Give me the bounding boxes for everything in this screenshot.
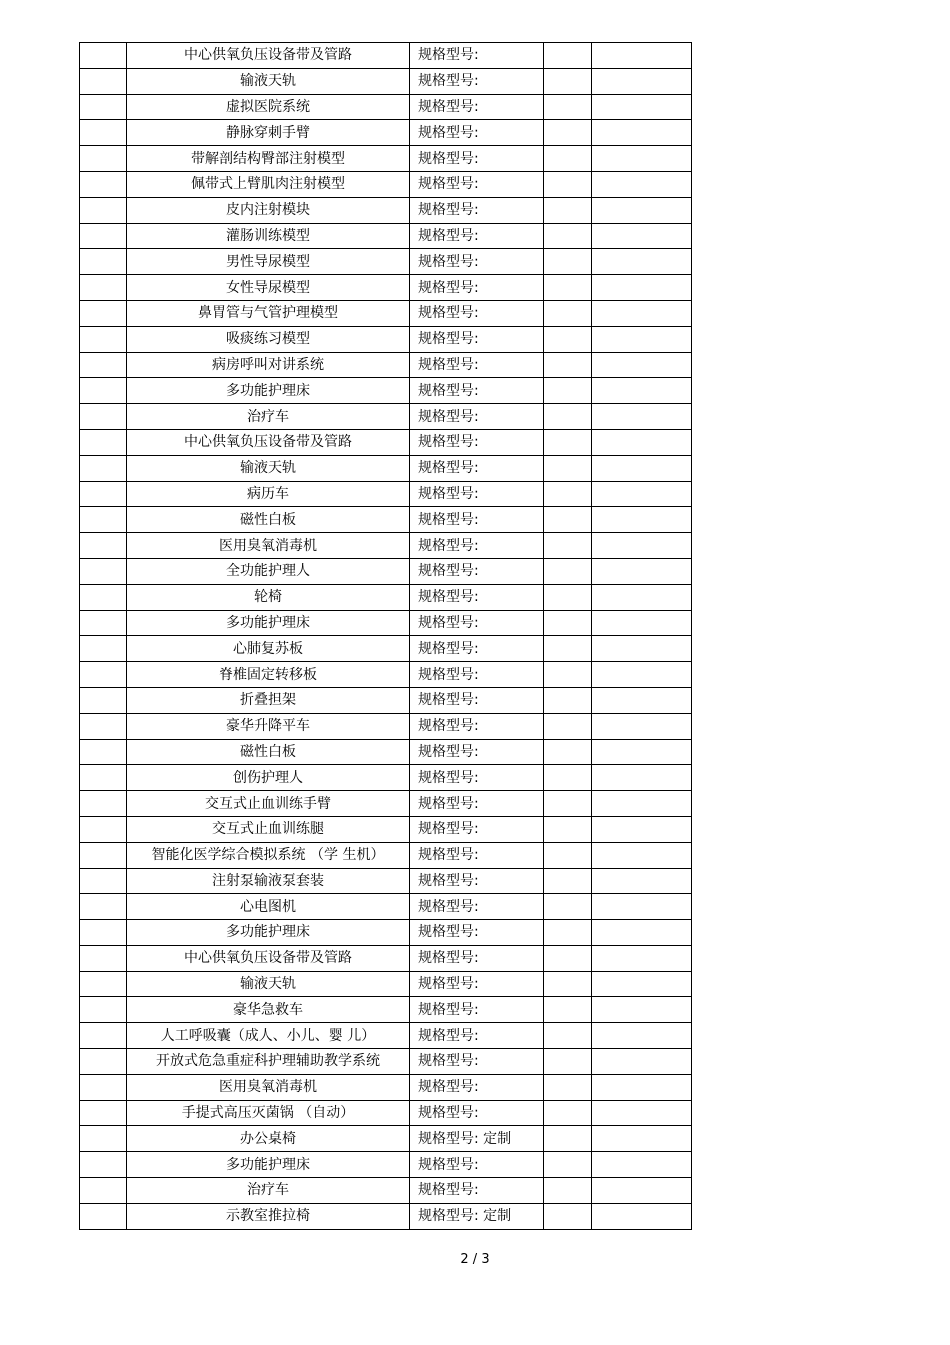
spec-cell: 规格型号: 定制 <box>410 1126 544 1152</box>
quantity-cell <box>544 971 592 997</box>
quantity-cell <box>544 584 592 610</box>
index-cell <box>80 378 127 404</box>
table-row <box>80 1178 692 1204</box>
item-name-cell: 示教室推拉椅 <box>127 1203 410 1229</box>
quantity-cell <box>544 1049 592 1075</box>
note-cell <box>592 1049 692 1075</box>
note-cell <box>592 765 692 791</box>
note-cell <box>592 558 692 584</box>
spec-cell: 规格型号: <box>410 868 544 894</box>
table-row <box>80 868 692 894</box>
spec-cell: 规格型号: <box>410 481 544 507</box>
note-cell <box>592 1074 692 1100</box>
spec-cell: 规格型号: <box>410 1100 544 1126</box>
spec-cell: 规格型号: <box>410 429 544 455</box>
quantity-cell <box>544 636 592 662</box>
note-cell <box>592 1023 692 1049</box>
spec-cell: 规格型号: <box>410 507 544 533</box>
index-cell <box>80 43 127 69</box>
quantity-cell <box>544 842 592 868</box>
equipment-table <box>79 42 692 1230</box>
quantity-cell <box>544 404 592 430</box>
note-cell <box>592 584 692 610</box>
spec-cell: 规格型号: <box>410 1178 544 1204</box>
note-cell <box>592 507 692 533</box>
quantity-cell <box>544 94 592 120</box>
page-number: 2 / 3 <box>460 1252 490 1267</box>
index-cell <box>80 971 127 997</box>
quantity-cell <box>544 610 592 636</box>
quantity-cell <box>544 455 592 481</box>
quantity-cell <box>544 352 592 378</box>
item-name-cell: 注射泵输液泵套装 <box>127 868 410 894</box>
spec-cell: 规格型号: <box>410 610 544 636</box>
item-name-cell: 磁性白板 <box>127 739 410 765</box>
note-cell <box>592 275 692 301</box>
note-cell <box>592 1178 692 1204</box>
item-name-cell: 女性导尿模型 <box>127 275 410 301</box>
quantity-cell <box>544 1203 592 1229</box>
index-cell <box>80 249 127 275</box>
index-cell <box>80 816 127 842</box>
item-name-cell: 佩带式上臂肌肉注射模型 <box>127 171 410 197</box>
spec-cell: 规格型号: <box>410 558 544 584</box>
item-name-cell: 智能化医学综合模拟系统 （学 生机） <box>127 842 410 868</box>
quantity-cell <box>544 223 592 249</box>
index-cell <box>80 197 127 223</box>
table-row <box>80 429 692 455</box>
index-cell <box>80 533 127 559</box>
table-row <box>80 300 692 326</box>
index-cell <box>80 1152 127 1178</box>
index-cell <box>80 945 127 971</box>
table-row <box>80 378 692 404</box>
table-row <box>80 146 692 172</box>
quantity-cell <box>544 945 592 971</box>
index-cell <box>80 455 127 481</box>
item-name-cell: 虚拟医院系统 <box>127 94 410 120</box>
note-cell <box>592 1152 692 1178</box>
item-name-cell: 折叠担架 <box>127 687 410 713</box>
item-name-cell: 创伤护理人 <box>127 765 410 791</box>
item-name-cell: 皮内注射模块 <box>127 197 410 223</box>
quantity-cell <box>544 43 592 69</box>
index-cell <box>80 1023 127 1049</box>
item-name-cell: 输液天轨 <box>127 971 410 997</box>
note-cell <box>592 713 692 739</box>
spec-cell: 规格型号: <box>410 223 544 249</box>
index-cell <box>80 765 127 791</box>
spec-cell: 规格型号: <box>410 146 544 172</box>
quantity-cell <box>544 713 592 739</box>
item-name-cell: 轮椅 <box>127 584 410 610</box>
item-name-cell: 多功能护理床 <box>127 920 410 946</box>
note-cell <box>592 481 692 507</box>
table-row <box>80 533 692 559</box>
table-row <box>80 223 692 249</box>
table-row <box>80 920 692 946</box>
index-cell <box>80 404 127 430</box>
index-cell <box>80 300 127 326</box>
item-name-cell: 开放式危急重症科护理辅助教学系统 <box>127 1049 410 1075</box>
table-row <box>80 507 692 533</box>
quantity-cell <box>544 1023 592 1049</box>
item-name-cell: 输液天轨 <box>127 68 410 94</box>
item-name-cell: 多功能护理床 <box>127 378 410 404</box>
quantity-cell <box>544 275 592 301</box>
index-cell <box>80 275 127 301</box>
spec-cell: 规格型号: <box>410 455 544 481</box>
spec-cell: 规格型号: <box>410 197 544 223</box>
quantity-cell <box>544 378 592 404</box>
item-name-cell: 手提式高压灭菌锅 （自动） <box>127 1100 410 1126</box>
table-row <box>80 249 692 275</box>
note-cell <box>592 816 692 842</box>
note-cell <box>592 197 692 223</box>
table-row <box>80 558 692 584</box>
note-cell <box>592 1203 692 1229</box>
item-name-cell: 脊椎固定转移板 <box>127 662 410 688</box>
index-cell <box>80 1100 127 1126</box>
quantity-cell <box>544 171 592 197</box>
table-row <box>80 584 692 610</box>
index-cell <box>80 326 127 352</box>
table-row <box>80 894 692 920</box>
table-row <box>80 94 692 120</box>
note-cell <box>592 352 692 378</box>
quantity-cell <box>544 197 592 223</box>
item-name-cell: 鼻胃管与气管护理模型 <box>127 300 410 326</box>
note-cell <box>592 429 692 455</box>
note-cell <box>592 404 692 430</box>
index-cell <box>80 868 127 894</box>
table-row <box>80 687 692 713</box>
table-row <box>80 481 692 507</box>
note-cell <box>592 920 692 946</box>
quantity-cell <box>544 558 592 584</box>
table-row <box>80 662 692 688</box>
spec-cell: 规格型号: <box>410 739 544 765</box>
quantity-cell <box>544 300 592 326</box>
note-cell <box>592 662 692 688</box>
note-cell <box>592 249 692 275</box>
item-name-cell: 中心供氧负压设备带及管路 <box>127 429 410 455</box>
table-row <box>80 713 692 739</box>
note-cell <box>592 146 692 172</box>
index-cell <box>80 429 127 455</box>
quantity-cell <box>544 326 592 352</box>
spec-cell: 规格型号: <box>410 816 544 842</box>
note-cell <box>592 43 692 69</box>
index-cell <box>80 1203 127 1229</box>
index-cell <box>80 662 127 688</box>
spec-cell: 规格型号: <box>410 997 544 1023</box>
index-cell <box>80 507 127 533</box>
quantity-cell <box>544 920 592 946</box>
index-cell <box>80 636 127 662</box>
spec-cell: 规格型号: <box>410 765 544 791</box>
note-cell <box>592 68 692 94</box>
quantity-cell <box>544 997 592 1023</box>
index-cell <box>80 791 127 817</box>
table-row <box>80 1074 692 1100</box>
table-row <box>80 765 692 791</box>
quantity-cell <box>544 429 592 455</box>
table-row <box>80 68 692 94</box>
note-cell <box>592 326 692 352</box>
quantity-cell <box>544 894 592 920</box>
item-name-cell: 办公桌椅 <box>127 1126 410 1152</box>
item-name-cell: 治疗车 <box>127 1178 410 1204</box>
note-cell <box>592 945 692 971</box>
spec-cell: 规格型号: 定制 <box>410 1203 544 1229</box>
index-cell <box>80 223 127 249</box>
item-name-cell: 多功能护理床 <box>127 1152 410 1178</box>
spec-cell: 规格型号: <box>410 1152 544 1178</box>
table-row <box>80 945 692 971</box>
table-row <box>80 197 692 223</box>
index-cell <box>80 739 127 765</box>
index-cell <box>80 1049 127 1075</box>
spec-cell: 规格型号: <box>410 713 544 739</box>
note-cell <box>592 636 692 662</box>
spec-cell: 规格型号: <box>410 352 544 378</box>
spec-cell: 规格型号: <box>410 275 544 301</box>
index-cell <box>80 171 127 197</box>
index-cell <box>80 997 127 1023</box>
item-name-cell: 磁性白板 <box>127 507 410 533</box>
note-cell <box>592 971 692 997</box>
spec-cell: 规格型号: <box>410 945 544 971</box>
quantity-cell <box>544 1074 592 1100</box>
table-row <box>80 610 692 636</box>
spec-cell: 规格型号: <box>410 920 544 946</box>
table-row <box>80 1126 692 1152</box>
note-cell <box>592 610 692 636</box>
note-cell <box>592 1126 692 1152</box>
table-row <box>80 352 692 378</box>
item-name-cell: 豪华升降平车 <box>127 713 410 739</box>
spec-cell: 规格型号: <box>410 1074 544 1100</box>
table-row <box>80 971 692 997</box>
item-name-cell: 心肺复苏板 <box>127 636 410 662</box>
note-cell <box>592 842 692 868</box>
table-row <box>80 636 692 662</box>
spec-cell: 规格型号: <box>410 894 544 920</box>
quantity-cell <box>544 816 592 842</box>
item-name-cell: 带解剖结构臀部注射模型 <box>127 146 410 172</box>
item-name-cell: 中心供氧负压设备带及管路 <box>127 945 410 971</box>
item-name-cell: 静脉穿刺手臂 <box>127 120 410 146</box>
note-cell <box>592 455 692 481</box>
quantity-cell <box>544 533 592 559</box>
item-name-cell: 输液天轨 <box>127 455 410 481</box>
index-cell <box>80 481 127 507</box>
spec-cell: 规格型号: <box>410 971 544 997</box>
note-cell <box>592 687 692 713</box>
spec-cell: 规格型号: <box>410 636 544 662</box>
quantity-cell <box>544 1152 592 1178</box>
index-cell <box>80 920 127 946</box>
spec-cell: 规格型号: <box>410 300 544 326</box>
spec-cell: 规格型号: <box>410 791 544 817</box>
index-cell <box>80 894 127 920</box>
table-row <box>80 1152 692 1178</box>
table-row <box>80 1203 692 1229</box>
note-cell <box>592 223 692 249</box>
item-name-cell: 病历车 <box>127 481 410 507</box>
table-row <box>80 1023 692 1049</box>
quantity-cell <box>544 791 592 817</box>
index-cell <box>80 558 127 584</box>
quantity-cell <box>544 662 592 688</box>
table-row <box>80 842 692 868</box>
item-name-cell: 治疗车 <box>127 404 410 430</box>
item-name-cell: 病房呼叫对讲系统 <box>127 352 410 378</box>
index-cell <box>80 68 127 94</box>
index-cell <box>80 1178 127 1204</box>
spec-cell: 规格型号: <box>410 120 544 146</box>
table-row <box>80 43 692 69</box>
spec-cell: 规格型号: <box>410 404 544 430</box>
quantity-cell <box>544 1100 592 1126</box>
note-cell <box>592 533 692 559</box>
note-cell <box>592 997 692 1023</box>
table-row <box>80 120 692 146</box>
item-name-cell: 交互式止血训练腿 <box>127 816 410 842</box>
quantity-cell <box>544 868 592 894</box>
item-name-cell: 灌肠训练模型 <box>127 223 410 249</box>
quantity-cell <box>544 146 592 172</box>
index-cell <box>80 687 127 713</box>
spec-cell: 规格型号: <box>410 1049 544 1075</box>
item-name-cell: 中心供氧负压设备带及管路 <box>127 43 410 69</box>
spec-cell: 规格型号: <box>410 842 544 868</box>
index-cell <box>80 146 127 172</box>
spec-cell: 规格型号: <box>410 1023 544 1049</box>
index-cell <box>80 352 127 378</box>
quantity-cell <box>544 687 592 713</box>
note-cell <box>592 300 692 326</box>
quantity-cell <box>544 1126 592 1152</box>
table-row <box>80 275 692 301</box>
spec-cell: 规格型号: <box>410 249 544 275</box>
index-cell <box>80 610 127 636</box>
table-row <box>80 997 692 1023</box>
spec-cell: 规格型号: <box>410 68 544 94</box>
item-name-cell: 吸痰练习模型 <box>127 326 410 352</box>
table-body <box>80 43 692 1230</box>
index-cell <box>80 842 127 868</box>
spec-cell: 规格型号: <box>410 326 544 352</box>
note-cell <box>592 739 692 765</box>
item-name-cell: 交互式止血训练手臂 <box>127 791 410 817</box>
table-row <box>80 791 692 817</box>
table-row <box>80 1100 692 1126</box>
note-cell <box>592 868 692 894</box>
spec-cell: 规格型号: <box>410 43 544 69</box>
index-cell <box>80 94 127 120</box>
note-cell <box>592 894 692 920</box>
table-row <box>80 171 692 197</box>
spec-cell: 规格型号: <box>410 687 544 713</box>
item-name-cell: 医用臭氧消毒机 <box>127 533 410 559</box>
table-row <box>80 404 692 430</box>
index-cell <box>80 120 127 146</box>
item-name-cell: 医用臭氧消毒机 <box>127 1074 410 1100</box>
index-cell <box>80 1074 127 1100</box>
table-row <box>80 739 692 765</box>
note-cell <box>592 171 692 197</box>
quantity-cell <box>544 249 592 275</box>
spec-cell: 规格型号: <box>410 171 544 197</box>
item-name-cell: 豪华急救车 <box>127 997 410 1023</box>
index-cell <box>80 713 127 739</box>
spec-cell: 规格型号: <box>410 94 544 120</box>
note-cell <box>592 120 692 146</box>
table-row <box>80 816 692 842</box>
note-cell <box>592 94 692 120</box>
spec-cell: 规格型号: <box>410 662 544 688</box>
quantity-cell <box>544 1178 592 1204</box>
index-cell <box>80 584 127 610</box>
table-row <box>80 326 692 352</box>
spec-cell: 规格型号: <box>410 378 544 404</box>
quantity-cell <box>544 481 592 507</box>
note-cell <box>592 1100 692 1126</box>
note-cell <box>592 378 692 404</box>
quantity-cell <box>544 120 592 146</box>
table-row <box>80 455 692 481</box>
spec-cell: 规格型号: <box>410 533 544 559</box>
spec-cell: 规格型号: <box>410 584 544 610</box>
quantity-cell <box>544 739 592 765</box>
item-name-cell: 心电图机 <box>127 894 410 920</box>
table-row <box>80 1049 692 1075</box>
note-cell <box>592 791 692 817</box>
quantity-cell <box>544 765 592 791</box>
item-name-cell: 男性导尿模型 <box>127 249 410 275</box>
item-name-cell: 多功能护理床 <box>127 610 410 636</box>
quantity-cell <box>544 507 592 533</box>
item-name-cell: 全功能护理人 <box>127 558 410 584</box>
item-name-cell: 人工呼吸囊（成人、小儿、婴 儿） <box>127 1023 410 1049</box>
quantity-cell <box>544 68 592 94</box>
index-cell <box>80 1126 127 1152</box>
